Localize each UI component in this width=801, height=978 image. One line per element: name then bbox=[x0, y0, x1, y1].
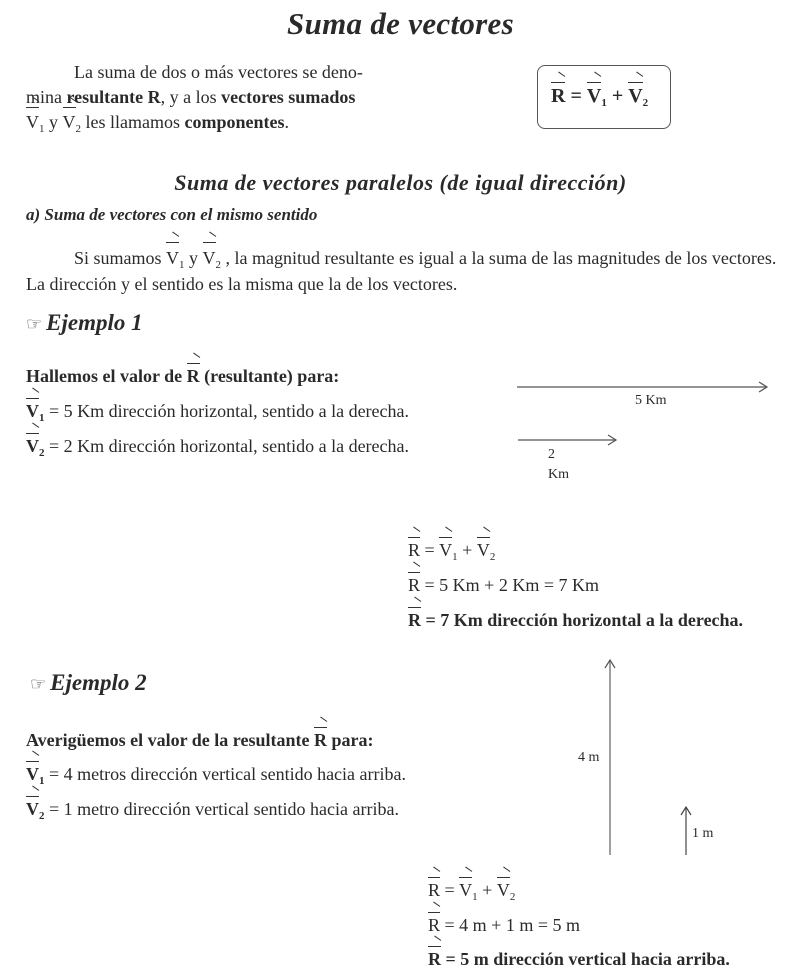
formula-resultant: $R = V_1 + V_2$ bbox=[551, 85, 649, 109]
example-2-solution-line-2: R = 4 m + 1 m = 5 m bbox=[428, 915, 580, 935]
page-title: Suma de vectores bbox=[287, 6, 514, 41]
example-2-heading: ☞ Ejemplo 2 bbox=[30, 670, 147, 695]
section-heading: Suma de vectores paralelos (de igual dirección) bbox=[174, 170, 627, 195]
arrow-1m-label: 1 m bbox=[692, 826, 714, 841]
example-1-solution-line-2: R = 5 Km + 2 Km = 7 Km bbox=[408, 575, 599, 595]
example-2-v1: $V_1 = 4$ metros dirección vertical sentido hacia arriba. bbox=[26, 764, 407, 787]
example-2-solution-line-1: $R = V_1 + V_2$ bbox=[428, 880, 516, 903]
section-paragraph: Si sumamos $V_1$ y $V_2$ , la magnitud resultante es igual a la suma de las magnitudes de los vectores. La dirección y el sentido es la misma que la de los vectores. bbox=[26, 245, 786, 297]
example-1-vector-diagram bbox=[510, 375, 770, 450]
example-2-prompt: Averigüemos el valor de la resultante R para: bbox=[26, 730, 374, 750]
pointing-hand-icon: ☞ bbox=[26, 314, 43, 334]
intro-paragraph bbox=[26, 60, 363, 135]
pointing-hand-icon: ☞ bbox=[30, 674, 47, 694]
example-1-heading: ☞ Ejemplo 1 bbox=[26, 310, 143, 335]
term-resultante: resultante R bbox=[66, 87, 161, 107]
arrow-1-label: 5 Km bbox=[635, 393, 667, 408]
term-componentes: componentes bbox=[184, 112, 285, 132]
example-1-prompt: Hallemos el valor de R (resultante) para: bbox=[26, 366, 340, 386]
example-2-solution-line-3: R = 5 m dirección vertical hacia arriba. bbox=[428, 949, 730, 969]
intro-line-1: La suma de dos o más vectores se deno- bbox=[74, 62, 363, 82]
example-1-v1: $V_1 = 5$ Km dirección horizontal, sentido a la derecha. bbox=[26, 401, 410, 424]
subsection-heading: a) Suma de vectores con el mismo sentido bbox=[26, 205, 318, 224]
intro-line-2: mina resultante R, y a los vectores sumados bbox=[26, 87, 356, 107]
arrow-2-label-num: 2 bbox=[548, 447, 555, 462]
example-1-solution-line-3: R = 7 Km dirección horizontal a la derecha. bbox=[408, 610, 744, 630]
intro-line-3: $V_1$ y $V_2$ les llamamos componentes. bbox=[26, 112, 289, 135]
example-1-v2: $V_2 = 2$ Km dirección horizontal, sentido a la derecha. bbox=[26, 436, 410, 459]
term-vectores-sumados: vectores sumados bbox=[221, 87, 356, 107]
arrow-4m-label: 4 m bbox=[578, 750, 600, 765]
example-1-solution-line-1: $R = V_1 + V_2$ bbox=[408, 540, 496, 563]
example-2-vector-diagram bbox=[595, 655, 695, 865]
example-2-v2: $V_2 = 1$ metro dirección vertical sentido hacia arriba. bbox=[26, 799, 399, 822]
arrow-2-label-unit: Km bbox=[548, 467, 569, 482]
